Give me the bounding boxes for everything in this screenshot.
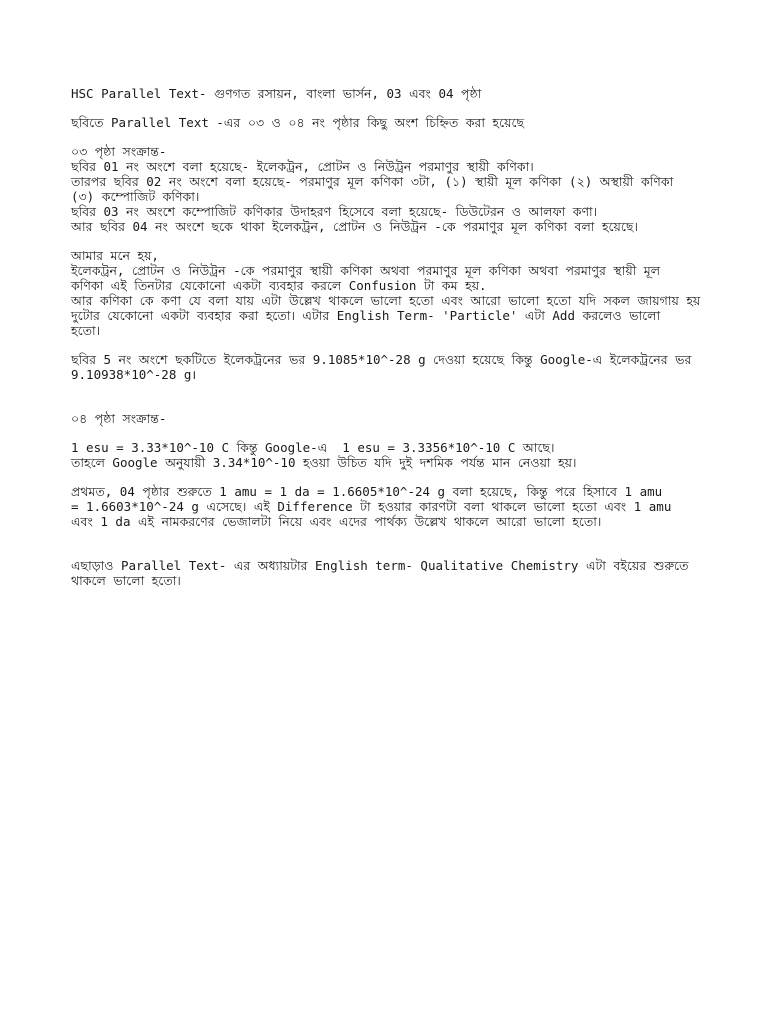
section-heading-page-04: ০৪ পৃষ্ঠা সংক্রান্ত- (71, 411, 167, 426)
paragraph-line: তারপর ছবির 02 নং অংশে বলা হয়েছে- পরমাণুর মূল কণিকা ৩টা, (১) স্থায়ী মূল কণিকা (২) অস্থায়ী কণিকা (71, 174, 674, 189)
paragraph-line: ইলেকট্রন, প্রোটন ও নিউট্রন -কে পরমাণুর স্থায়ী কণিকা অথবা পরমাণুর মূল কণিকা অথবা পরমাণুর স্থায়ী মূল (71, 263, 661, 278)
paragraph-line: তাহলে Google অনুযায়ী 3.34*10^-10 হওয়া উচিত যদি দুই দশমিক পর্যন্ত মান নেওয়া হয়। (71, 455, 577, 470)
paragraph-line: হতো। (71, 323, 101, 338)
paragraph-line: এছাড়াও Parallel Text- এর অধ্যায়টার English term- Qualitative Chemistry এটা বইয়ের শুরুতে (71, 558, 689, 573)
paragraph-line: প্রথমত, 04 পৃষ্ঠার শুরুতে 1 amu = 1 da = 1.6605*10^-24 g বলা হয়েছে, কিন্তু পরে হিসাবে 1 amu (71, 484, 663, 499)
paragraph-line: = 1.6603*10^-24 g এসেছে। এই Difference টা হওয়ার কারণটা বলা থাকলে ভালো হতো এবং 1 amu (71, 499, 672, 514)
paragraph-line: দুটোর যেকোনো একটা ব্যবহার করা হতো। এটার English Term- 'Particle' এটা Add করলেও ভালো (71, 308, 661, 323)
paragraph-line: আর কণিকা কে কণা যে বলা যায় এটা উল্লেখ থাকলে ভালো হতো এবং আরো ভালো হতো যদি সকল জায়গায় হয় (71, 293, 701, 308)
paragraph-line: 1 esu = 3.33*10^-10 C কিন্তু Google-এ 1 esu = 3.3356*10^-10 C আছে। (71, 440, 555, 455)
paragraph-line: ছবির 01 নং অংশে বলা হয়েছে- ইলেকট্রন, প্রোটন ও নিউট্রন পরমাণুর স্থায়ী কণিকা। (71, 159, 534, 174)
paragraph-line: আর ছবির 04 নং অংশে ছকে থাকা ইলেকট্রন, প্রোটন ও নিউট্রন -কে পরমাণুর মূল কণিকা বলা হয়েছে। (71, 219, 638, 234)
paragraph-line: এবং 1 da এই নামকরণের ভেজালটা নিয়ে এবং এদের পার্থক্য উল্লেখ থাকলে আরো ভালো হতো। (71, 514, 602, 529)
paragraph-line: 9.10938*10^-28 g। (71, 367, 197, 382)
paragraph-line: কণিকা এই তিনটার যেকোনো একটা ব্যবহার করলে Confusion টা কম হয়. (71, 278, 487, 293)
opinion-heading: আমার মনে হয়, (71, 248, 159, 263)
intro-line: ছবিতে Parallel Text -এর ০৩ ও ০৪ নং পৃষ্ঠার কিছু অংশ চিহ্নিত করা হয়েছে (71, 115, 525, 130)
section-heading-page-03: ০৩ পৃষ্ঠা সংক্রান্ত- (71, 144, 167, 159)
document-title: HSC Parallel Text- গুণগত রসায়ন, বাংলা ভার্সন, 03 এবং 04 পৃষ্ঠা (71, 86, 482, 101)
paragraph-line: (৩) কম্পোজিট কণিকা। (71, 189, 200, 204)
paragraph-line: থাকলে ভালো হতো। (71, 573, 181, 588)
paragraph-line: ছবির 5 নং অংশে ছকটিতে ইলেকট্রনের ভর 9.1085*10^-28 g দেওয়া হয়েছে কিন্তু Google-এ ইলেকট্রনের ভর (71, 352, 692, 367)
paragraph-line: ছবির 03 নং অংশে কম্পোজিট কণিকার উদাহরণ হিসেবে বলা হয়েছে- ডিউটেরন ও আলফা কণা। (71, 204, 598, 219)
